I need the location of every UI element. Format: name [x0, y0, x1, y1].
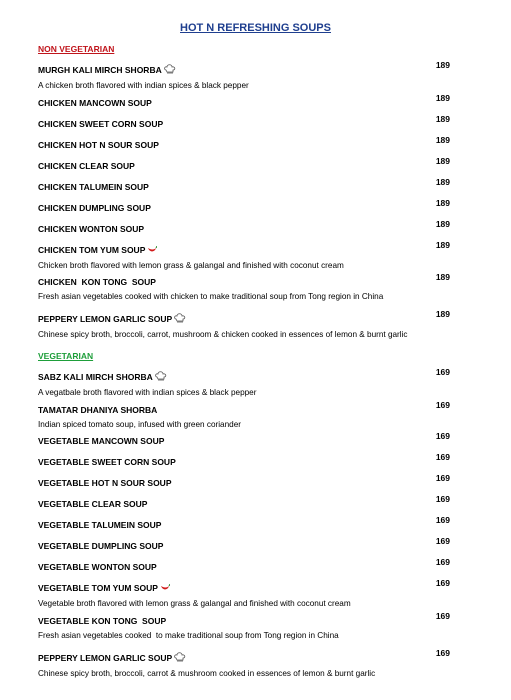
menu-item [38, 272, 450, 301]
menu-item-price: 169 [435, 452, 450, 462]
menu-item [38, 114, 450, 132]
menu-item [38, 177, 450, 195]
menu-item [38, 473, 450, 491]
menu-item-description: A vegatbale broth flavored with indian spices & black pepper [38, 388, 257, 397]
menu-item-name: CHICKEN CLEAR SOUP [38, 161, 135, 171]
menu-item-price: 169 [435, 473, 450, 483]
menu-item [38, 611, 450, 640]
menu-item-name: PEPPERY LEMON GARLIC SOUP [38, 653, 173, 663]
menu-item-name: CHICKEN HOT N SOUR SOUP [38, 140, 159, 150]
menu-item-price: 169 [435, 578, 450, 588]
menu-item [38, 93, 450, 111]
non-vegetarian-heading: NON VEGETARIAN [38, 44, 115, 54]
menu-item [38, 536, 450, 554]
chili-icon [147, 241, 157, 259]
menu-item [38, 135, 450, 153]
menu-item-name: PEPPERY LEMON GARLIC SOUP [38, 314, 173, 324]
menu-item-name: CHICKEN MANCOWN SOUP [38, 98, 152, 108]
menu-item-description: Fresh asian vegetables cooked to make traditional soup from Tong region in China [38, 631, 339, 640]
menu-item [38, 431, 450, 449]
menu-item-description: Indian spiced tomato soup, infused with green coriander [38, 420, 241, 429]
menu-item-price: 189 [435, 309, 450, 319]
menu-item-price: 169 [435, 431, 450, 441]
menu-item [38, 578, 450, 608]
menu-item-name: VEGETABLE KON TONG SOUP [38, 616, 167, 626]
menu-item [38, 494, 450, 512]
chef-hat-icon [155, 368, 167, 386]
menu-item-price: 169 [435, 536, 450, 546]
menu-item [38, 400, 450, 429]
menu-item [38, 452, 450, 470]
menu-item-price: 189 [435, 272, 450, 282]
menu-item-price: 169 [435, 367, 450, 377]
menu-item-price: 189 [435, 240, 450, 250]
menu-item-price: 189 [435, 198, 450, 208]
menu-item-price: 189 [435, 114, 450, 124]
menu-item-price: 169 [435, 515, 450, 525]
vegetarian-heading: VEGETARIAN [38, 351, 94, 361]
menu-item-price: 169 [435, 400, 450, 410]
menu-item-name: VEGETABLE TALUMEIN SOUP [38, 520, 162, 530]
menu-item-name: VEGETABLE WONTON SOUP [38, 562, 157, 572]
menu-item-name: VEGETABLE SWEET CORN SOUP [38, 457, 176, 467]
menu-item-name: CHICKEN TALUMEIN SOUP [38, 182, 149, 192]
menu-item-price: 189 [435, 219, 450, 229]
menu-item-price: 169 [435, 611, 450, 621]
menu-item-name: VEGETABLE HOT N SOUR SOUP [38, 478, 172, 488]
menu-item-price: 169 [435, 494, 450, 504]
menu-item [38, 515, 450, 533]
menu-item-price: 189 [435, 156, 450, 166]
menu-item-name: CHICKEN TOM YUM SOUP [38, 245, 146, 255]
menu-item [38, 557, 450, 575]
menu-item [38, 198, 450, 216]
menu-item-name: TAMATAR DHANIYA SHORBA [38, 405, 158, 415]
menu-item-price: 189 [435, 177, 450, 187]
menu-item [38, 60, 450, 90]
menu-item-name: VEGETABLE TOM YUM SOUP [38, 583, 158, 593]
menu-item-price: 189 [435, 60, 450, 70]
menu-item [38, 309, 450, 339]
menu-item-description: A chicken broth flavored with indian spices & black pepper [38, 81, 249, 90]
menu-item-name: CHICKEN KON TONG SOUP [38, 277, 156, 287]
chef-hat-icon [164, 61, 176, 79]
chili-icon [160, 579, 170, 597]
menu-item-name: VEGETABLE CLEAR SOUP [38, 499, 148, 509]
menu-item [38, 240, 450, 270]
menu-item-description: Chinese spicy broth, broccoli, carrot, mushroom & chicken cooked in essences of lemon & burnt garlic [38, 330, 408, 339]
menu-item-name: VEGETABLE DUMPLING SOUP [38, 541, 164, 551]
menu-item-name: CHICKEN SWEET CORN SOUP [38, 119, 164, 129]
chef-hat-icon [174, 649, 186, 667]
menu-item-description: Chinese spicy broth, broccoli, carrot & mushroom cooked in essences of lemon & burnt garlic [38, 669, 376, 678]
menu-item-description: Fresh asian vegetables cooked with chicken to make traditional soup from Tong region in China [38, 292, 384, 301]
menu-title: HOT N REFRESHING SOUPS [180, 22, 331, 34]
menu-item-price: 189 [435, 135, 450, 145]
menu-item-name: CHICKEN WONTON SOUP [38, 224, 145, 234]
menu-item-name: VEGETABLE MANCOWN SOUP [38, 436, 165, 446]
menu-item-price: 169 [435, 557, 450, 567]
menu-item-price: 169 [435, 648, 450, 658]
menu-item [38, 367, 450, 397]
menu-item-name: SABZ KALI MIRCH SHORBA [38, 372, 153, 382]
menu-item-description: Chicken broth flavored with lemon grass & galangal and finished with coconut cream [38, 261, 344, 270]
menu-item-description: Vegetable broth flavored with lemon grass & galangal and finished with coconut cream [38, 599, 351, 608]
menu-item-name: MURGH KALI MIRCH SHORBA [38, 65, 162, 75]
menu-item [38, 219, 450, 237]
menu-item [38, 156, 450, 174]
menu-item-name: CHICKEN DUMPLING SOUP [38, 203, 151, 213]
menu-item-price: 189 [435, 93, 450, 103]
chef-hat-icon [174, 310, 186, 328]
menu-item [38, 648, 450, 678]
